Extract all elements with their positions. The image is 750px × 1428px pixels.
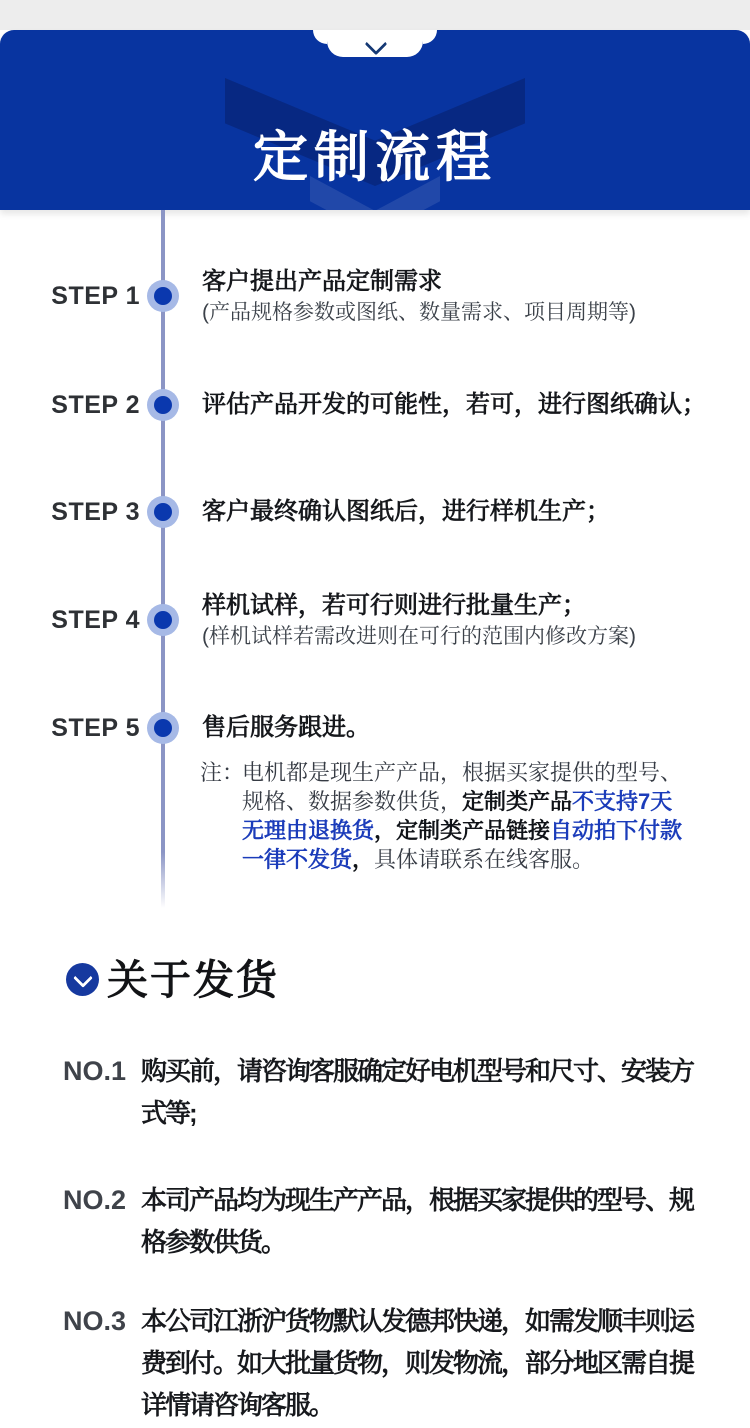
step-row-2 [0,365,750,445]
step-dot-inner [154,611,172,629]
step-row-5 [0,688,750,768]
shipping-item-label: NO.1 [63,1056,127,1086]
step-label: STEP 3 [51,498,140,526]
step-dot-icon [147,604,179,636]
top-gray-strip [0,0,750,30]
step-label: STEP 2 [51,391,140,419]
step-dot-inner [154,719,172,737]
step-dot-icon [147,389,179,421]
shipping-item-label: NO.3 [63,1306,127,1336]
step-label: STEP 5 [51,714,140,742]
step-dot-inner [154,503,172,521]
note-segment: 不支持7天无理由退换货 [242,789,673,843]
step-dot-icon [147,280,179,312]
shipping-item-text: 购买前，请咨询客服确定好电机型号和尺寸、安装方式等; [141,1056,694,1128]
step-row-1 [0,256,750,336]
banner-title: 定制流程 [252,126,497,188]
note-prefix: 注： [200,760,245,785]
shipping-item-text: 本司产品均为现生产产品，根据买家提供的型号、规格参数供货。 [141,1185,694,1257]
shipping-section-header [0,956,750,1004]
step-subtitle: (样机试样若需改进则在可行的范围内修改方案) [202,625,636,648]
chevron-down-icon [73,968,93,988]
step-dot-inner [154,287,172,305]
note-segment: 具体请联系在线客服。 [374,847,595,872]
step-row-3 [0,472,750,552]
custom-process-banner [0,30,750,210]
section-bullet-icon [66,963,99,996]
note-segment: 电机都是现生产产品，根据买家提供的型号、规格、数据参数供货， [242,760,683,814]
step-title: 客户最终确认图纸后，进行样机生产； [202,498,610,525]
step-dot-icon [147,496,179,528]
note-segment: ，定制类产品链接 [374,818,551,843]
step-dot-icon [147,712,179,744]
step-title: 售后服务跟进。 [202,714,370,741]
step-title: 客户提出产品定制需求 [202,268,442,295]
custom-order-note [200,758,694,874]
shipping-item-text: 本公司江浙沪货物默认发德邦快递，如需发顺丰则运费到付。如大批量货物，则发物流，部分地区需自提详情请咨询客服。 [141,1306,694,1420]
shipping-section-title: 关于发货 [107,957,279,1003]
note-segment: 自动拍下付款一律不发货 [242,818,683,872]
step-subtitle: (产品规格参数或图纸、数量需求、项目周期等) [202,301,636,324]
step-row-4 [0,580,750,660]
step-title: 评估产品开发的可能性，若可，进行图纸确认； [202,391,706,418]
note-segment: ， [352,847,375,872]
step-title: 样机试样，若可行则进行批量生产； [202,592,586,619]
step-label: STEP 4 [51,606,140,634]
step-dot-inner [154,396,172,414]
note-segment: 定制类产品 [462,789,573,814]
step-label: STEP 1 [51,282,140,310]
shipping-item-label: NO.2 [63,1185,127,1215]
